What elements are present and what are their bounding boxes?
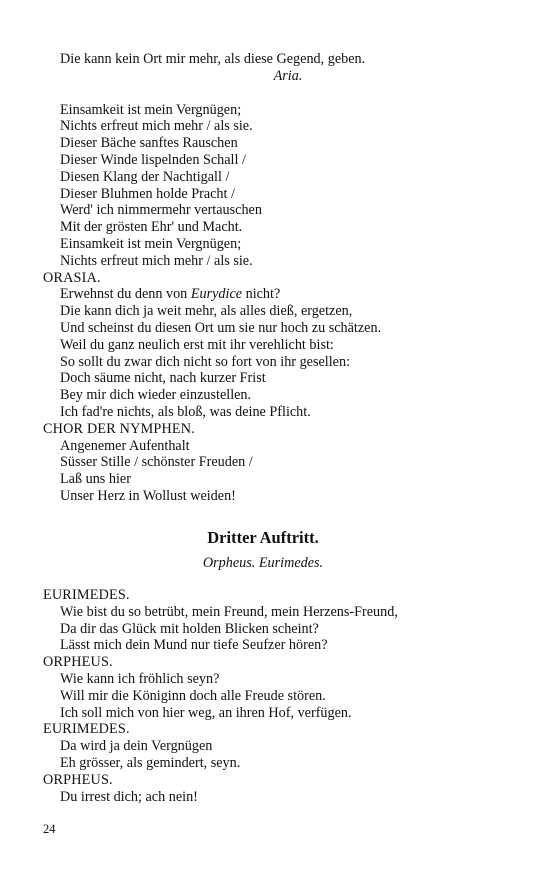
verse-line: Nichts erfreut mich mehr / als sie. [60,252,253,269]
verse-line: Die kann kein Ort mir mehr, als diese Gegend, geben. [60,51,366,67]
verse-line: Angenemer Aufenthalt [60,437,190,454]
verse-line: Diesen Klang der Nachtigall / [60,168,230,185]
verse-line: Da wird ja dein Vergnügen [60,738,213,755]
scene-persons: Orpheus. Eurimedes. [202,555,324,571]
speaker-name: EURIMEDES. [43,587,130,603]
verse-line: Einsamkeit ist mein Vergnügen; [60,101,242,118]
verse-text: Erwehnst du denn von [60,286,191,303]
aria-label: Aria. [273,67,303,84]
verse-line: Ich soll mich von hier weg, an ihren Hof, verfügen. [60,704,352,721]
verse-line: Laß uns hier [60,471,131,488]
verse-line: Die kann dich ja weit mehr, als alles dieß, ergetzen, [60,303,353,320]
speaker-name: EURIMEDES. [43,721,130,738]
page-number: 24 [43,822,56,836]
verse-line: Doch säume nicht, nach kurzer Frist [60,370,266,387]
speaker-name: ORASIA. [43,269,101,286]
verse-line: Will mir die Königinn doch alle Freude stören. [60,687,326,704]
verse-line: Mit der grösten Ehr' und Macht. [60,219,243,236]
verse-line: Unser Herz in Wollust weiden! [60,487,236,504]
verse-line: Bey mir dich wieder einzustellen. [60,387,252,404]
verse-line: Werd' ich nimmermehr vertauschen [60,202,262,219]
verse-line: Dieser Bluhmen holde Pracht / [60,185,235,202]
verse-line: Einsamkeit ist mein Vergnügen; [60,235,242,252]
verse-line: So sollt du zwar dich nicht so fort von ihr gesellen: [60,353,351,370]
verse-line: Wie bist du so betrübt, mein Freund, mein Herzens-Freund, [60,603,398,620]
speaker-name: CHOR DER NYMPHEN. [43,420,195,437]
verse-italic-name: Eurydice [190,286,243,303]
scene-title: Dritter Auftritt. [207,528,319,547]
verse-line: Da dir das Glück mit holden Blicken scheint? [60,620,319,637]
verse-line: Nichts erfreut mich mehr / als sie. [60,118,253,135]
verse-line: Wie kann ich fröhlich seyn? [60,670,220,687]
verse-line: Ich fad're nichts, als bloß, was deine Pflicht. [60,403,311,420]
verse-line: Eh grösser, als gemindert, seyn. [60,754,241,771]
stanza-gap [43,85,513,102]
verse-line: Du irrest dich; ach nein! [60,788,198,805]
verse-line: Lässt mich dein Mund nur tiefe Seufzer hören? [60,637,328,654]
speaker-name: ORPHEUS. [43,771,113,788]
speaker-name: ORPHEUS. [43,654,113,671]
dialogue-block [43,587,513,805]
upper-text-block [43,51,513,505]
verse-line: Weil du ganz neulich erst mit ihr verehlicht bist: [60,336,334,353]
verse-line [43,286,513,303]
verse-line: Süsser Stille / schönster Freuden / [60,454,253,471]
verse-line: Dieser Bäche sanftes Rauschen [60,135,238,152]
verse-line: Dieser Winde lispelnden Schall / [60,151,246,168]
verse-text: nicht? [242,286,281,303]
verse-line: Und scheinst du diesen Ort um sie nur hoch zu schätzen. [60,319,382,336]
